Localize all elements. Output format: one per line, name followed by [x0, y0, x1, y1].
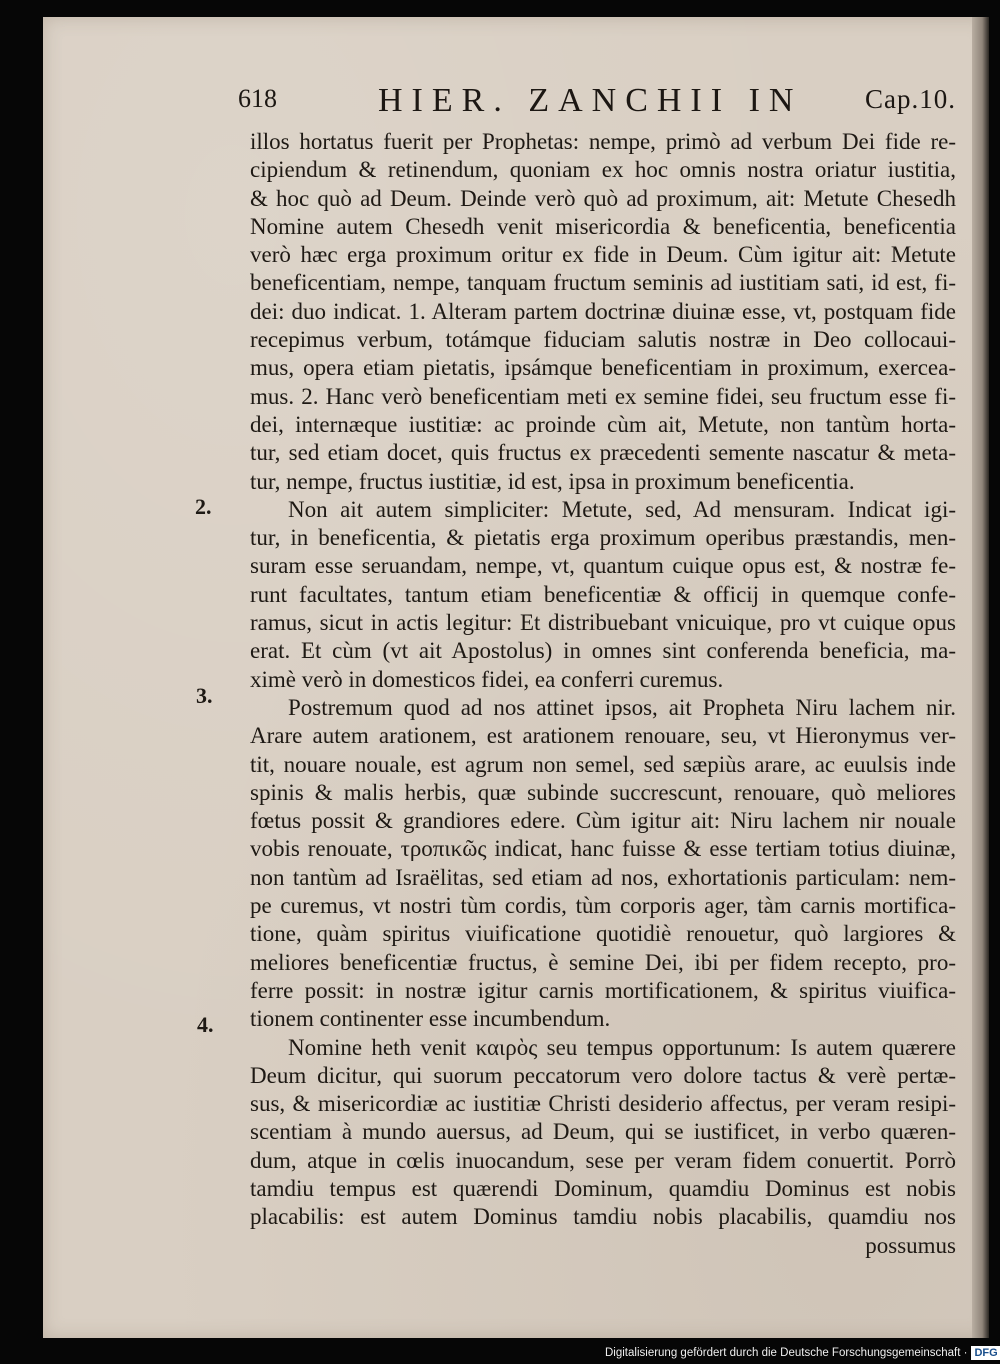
text-line: sus, & misericordiæ ac iustitiæ Christi desiderio affectus, per veram resipi-: [250, 1091, 956, 1117]
text-line: erat. Et cùm (vt ait Apostolus) in omnes sint conferenda beneficia, ma-: [250, 638, 956, 664]
text-line: pe curemus, vt nostri tùm cordis, tùm corporis ager, tàm carnis mortifica-: [250, 893, 956, 919]
text-line: dum, atque in cœlis inuocandum, sese per veram fidem conuertit. Porrò: [250, 1147, 956, 1173]
digitization-footer: [605, 1344, 1000, 1362]
text-line: ximè verò in domesticos fidei, ea conferri curemus.: [250, 666, 724, 692]
text-line: & hoc quò ad Deum. Deinde verò quò ad proximum, ait: Metute Chesedh: [250, 185, 956, 211]
text-line: tionem continenter esse incumbendum.: [250, 1006, 611, 1032]
text-line: mus. 2. Hanc verò beneficentiam meti ex semine fidei, seu fructum esse fi-: [250, 383, 956, 409]
footer-credit: Digitalisierung gefördert durch die Deutsche Forschungsgemeinschaft ·: [605, 1347, 968, 1359]
text-line: tit, nouare nouale, est agrum non semel, sed sæpiùs arare, ac euulsis inde: [250, 751, 956, 777]
marginal-number-2: 2.: [195, 494, 212, 519]
text-line: dei, internæque iustitiæ: ac proinde cùm ait, Metute, non tantùm horta-: [250, 411, 956, 437]
marginal-number-4: 4.: [197, 1012, 214, 1037]
text-line: fœtus possit & grandiores edere. Cùm igitur ait: Niru lachem nir nouale: [250, 808, 956, 834]
text-line: ramus, sicut in actis legitur: Et distribuebant vnicuique, pro vt cuique opus: [250, 610, 956, 636]
paragraph-start-line: Nomine heth venit καιρὸς seu tempus opportunum: Is autem quærere: [288, 1034, 956, 1060]
page-header: [190, 82, 956, 124]
text-line: suram esse seruandam, nempe, vt, quantum cuique opus est, & nostræ fe-: [250, 553, 956, 579]
text-line: ferre possit: in nostræ igitur carnis mortificationem, & spiritus viuifica-: [250, 977, 956, 1003]
running-head: HIER. ZANCHII IN: [378, 82, 803, 119]
text-line: scentiam à mundo auersus, ad Deum, qui se iustificet, in verbo quæren-: [250, 1119, 956, 1145]
text-line: tur, sed etiam docet, quis fructus ex præcedenti semente nascatur & meta-: [250, 440, 956, 466]
page-number: 618: [238, 84, 277, 113]
text-line: placabilis: est autem Dominus tamdiu nobis placabilis, quamdiu nos: [250, 1204, 956, 1230]
text-line: Arare autem arationem, est arationem renouare, seu, vt Hieronymus ver-: [250, 723, 956, 749]
text-line: Deum dicitur, qui suorum peccatorum vero dolore tactus & verè pertæ-: [250, 1062, 956, 1088]
text-line: non tantùm ad Israëlitas, sed etiam ad nos, exhortationis particulam: nem-: [250, 864, 956, 890]
text-line: tur, nempe, fructus iustitiæ, id est, ipsa in proximum beneficentia.: [250, 468, 855, 494]
text-line: vobis renouate, τροπικῶς indicat, hanc fuisse & esse tertiam totius diuinæ,: [250, 836, 956, 862]
text-line: tione, quàm spiritus viuificatione quotidiè renouetur, quò largiores &: [250, 921, 956, 947]
text-line: recepimus verbum, totámque fiduciam salutis nostræ in Deo collocaui-: [250, 327, 956, 353]
paragraph-start-line: Non ait autem simpliciter: Metute, sed, Ad mensuram. Indicat igi-: [288, 496, 956, 522]
text-line: meliores beneficentiæ fructus, è semine Dei, ibi per fidem recepto, pro-: [250, 949, 956, 975]
text-line: verò hæc erga proximum oritur ex fide in Deum. Cùm igitur ait: Metute: [250, 242, 956, 268]
text-line: beneficentiam, nempe, tanquam fructum seminis ad iustitiam sati, id est, fi-: [250, 270, 956, 296]
page-gutter-edge: [972, 17, 989, 1338]
dfg-logo: DFG: [971, 1346, 1000, 1360]
text-line: tamdiu tempus est quærendi Dominum, quamdiu Dominus est nobis: [250, 1175, 956, 1201]
body-text: [250, 128, 956, 1260]
chapter-label: Cap.10.: [865, 84, 956, 114]
text-line: runt facultates, tantum etiam beneficentiæ & officij in quemque confe-: [250, 581, 956, 607]
text-line: cipiendum & retinendum, quoniam ex hoc omnis nostra oriatur iustitia,: [250, 157, 956, 183]
text-line: dei: duo indicat. 1. Alteram partem doctrinæ diuinæ esse, vt, postquam fide: [250, 298, 956, 324]
text-line: tur, in beneficentia, & pietatis erga proximum operibus præstandis, men-: [250, 525, 956, 551]
text-line: spinis & malis herbis, quæ subinde succrescunt, renouare, quò meliores: [250, 779, 956, 805]
catchword: possumus: [865, 1232, 956, 1258]
paragraph-start-line: Postremum quod ad nos attinet ipsos, ait Propheta Niru lachem nir.: [288, 694, 956, 720]
marginal-number-3: 3.: [196, 683, 213, 708]
text-line: illos hortatus fuerit per Prophetas: nempe, primò ad verbum Dei fide re-: [250, 129, 956, 154]
text-line: mus, opera etiam pietatis, ipsámque beneficentiam in proximum, exercea-: [250, 355, 956, 381]
text-line: Nomine autem Chesedh venit misericordia & beneficentia, beneficentia: [250, 213, 956, 239]
